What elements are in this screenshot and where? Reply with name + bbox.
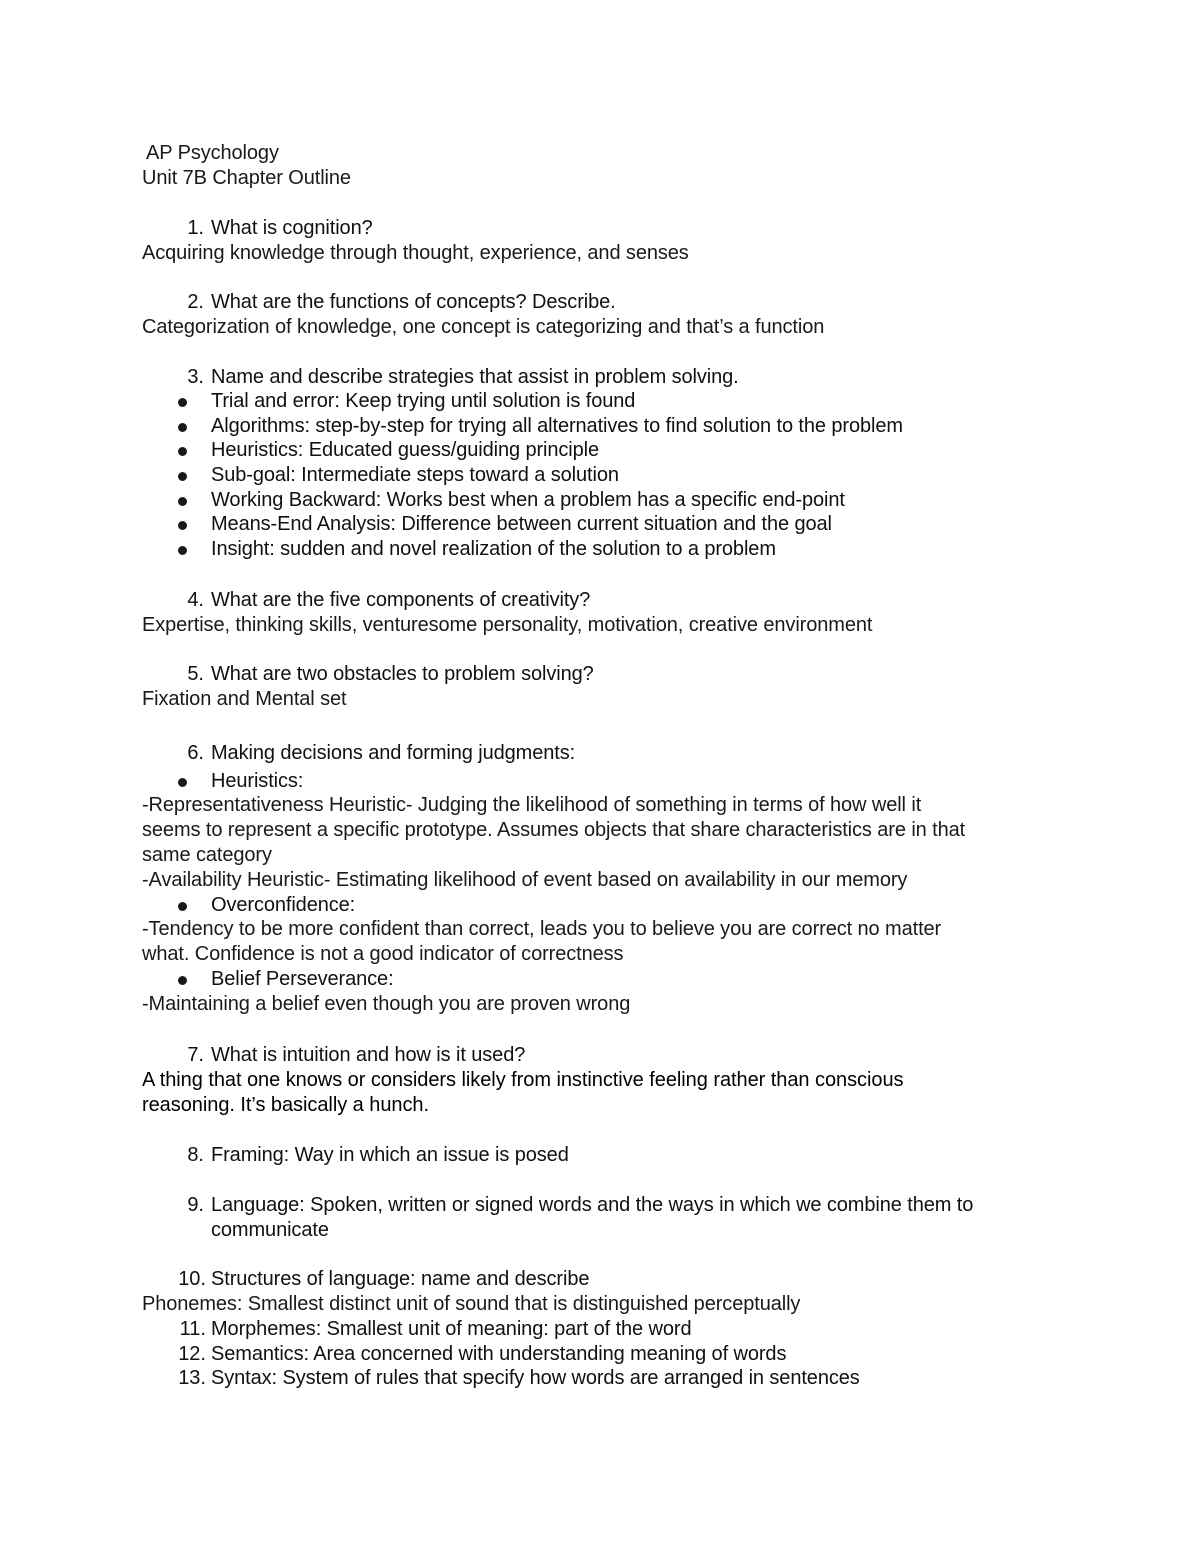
- item-12: Semantics: Area concerned with understanding meaning of words: [211, 1343, 787, 1365]
- bullet-icon: [178, 976, 187, 985]
- body-line: -Availability Heuristic- Estimating likelihood of event based on availability in our memory: [142, 869, 908, 891]
- bullet-item: Heuristics:: [211, 770, 304, 792]
- question-6: Making decisions and forming judgments:: [211, 742, 576, 764]
- question-number: 7.: [187, 1044, 204, 1066]
- question-number: 12.: [178, 1343, 206, 1365]
- question-number: 4.: [187, 589, 204, 611]
- bullet-icon: [178, 497, 187, 506]
- question-number: 9.: [187, 1194, 204, 1216]
- item-8: Framing: Way in which an issue is posed: [211, 1144, 569, 1166]
- bullet-icon: [178, 447, 187, 456]
- item-9-continued: communicate: [211, 1219, 329, 1241]
- question-1: What is cognition?: [211, 217, 373, 239]
- answer-5: Fixation and Mental set: [142, 688, 347, 710]
- question-number: 13.: [178, 1367, 206, 1389]
- question-number: 11.: [179, 1318, 206, 1340]
- course-title: AP Psychology: [146, 142, 279, 164]
- bullet-icon: [178, 398, 187, 407]
- body-line: seems to represent a specific prototype. Assumes objects that share characteristics are in that: [142, 819, 966, 841]
- question-number: 6.: [187, 742, 204, 764]
- question-number: 5.: [187, 663, 204, 685]
- bullet-icon: [178, 423, 187, 432]
- question-3: Name and describe strategies that assist in problem solving.: [211, 366, 739, 388]
- question-number: 3.: [187, 366, 204, 388]
- item-10: Structures of language: name and describe: [211, 1268, 590, 1290]
- item-11: Morphemes: Smallest unit of meaning: part of the word: [211, 1318, 692, 1340]
- bullet-item: Algorithms: step-by-step for trying all alternatives to find solution to the problem: [211, 415, 903, 437]
- body-line: same category: [142, 844, 272, 866]
- body-line: -Tendency to be more confident than correct, leads you to believe you are correct no matter: [142, 918, 942, 940]
- bullet-icon: [178, 472, 187, 481]
- question-number: 1.: [187, 217, 204, 239]
- answer-4: Expertise, thinking skills, venturesome personality, motivation, creative environment: [142, 614, 873, 636]
- question-2: What are the functions of concepts? Describe.: [211, 291, 616, 313]
- bullet-item: Belief Perseverance:: [211, 968, 394, 990]
- unit-title: Unit 7B Chapter Outline: [142, 167, 351, 189]
- body-line: -Maintaining a belief even though you are proven wrong: [142, 993, 631, 1015]
- bullet-icon: [178, 546, 187, 555]
- question-number: 8.: [187, 1144, 204, 1166]
- answer-2: Categorization of knowledge, one concept is categorizing and that’s a function: [142, 316, 825, 338]
- bullet-icon: [178, 521, 187, 530]
- question-7: What is intuition and how is it used?: [211, 1044, 526, 1066]
- bullet-item: Working Backward: Works best when a problem has a specific end-point: [211, 489, 845, 511]
- item-13: Syntax: System of rules that specify how words are arranged in sentences: [211, 1367, 860, 1389]
- bullet-item: Heuristics: Educated guess/guiding principle: [211, 439, 600, 461]
- body-line: -Representativeness Heuristic- Judging the likelihood of something in terms of how well it: [142, 794, 922, 816]
- bullet-item: Sub-goal: Intermediate steps toward a solution: [211, 464, 619, 486]
- question-number: 2.: [187, 291, 204, 313]
- body-line: reasoning. It’s basically a hunch.: [142, 1094, 429, 1116]
- answer-10: Phonemes: Smallest distinct unit of sound that is distinguished perceptually: [142, 1293, 801, 1315]
- body-line: A thing that one knows or considers likely from instinctive feeling rather than conscious: [142, 1069, 904, 1091]
- body-line: what. Confidence is not a good indicator of correctness: [142, 943, 624, 965]
- bullet-item: Trial and error: Keep trying until solution is found: [211, 390, 636, 412]
- question-4: What are the five components of creativity?: [211, 589, 591, 611]
- bullet-icon: [178, 902, 187, 911]
- question-number: 10.: [178, 1268, 206, 1290]
- bullet-icon: [178, 778, 187, 787]
- item-9: Language: Spoken, written or signed words and the ways in which we combine them to: [211, 1194, 974, 1216]
- bullet-item: Overconfidence:: [211, 894, 356, 916]
- bullet-item: Insight: sudden and novel realization of the solution to a problem: [211, 538, 776, 560]
- question-5: What are two obstacles to problem solving?: [211, 663, 594, 685]
- bullet-item: Means-End Analysis: Difference between current situation and the goal: [211, 513, 832, 535]
- answer-1: Acquiring knowledge through thought, experience, and senses: [142, 242, 689, 264]
